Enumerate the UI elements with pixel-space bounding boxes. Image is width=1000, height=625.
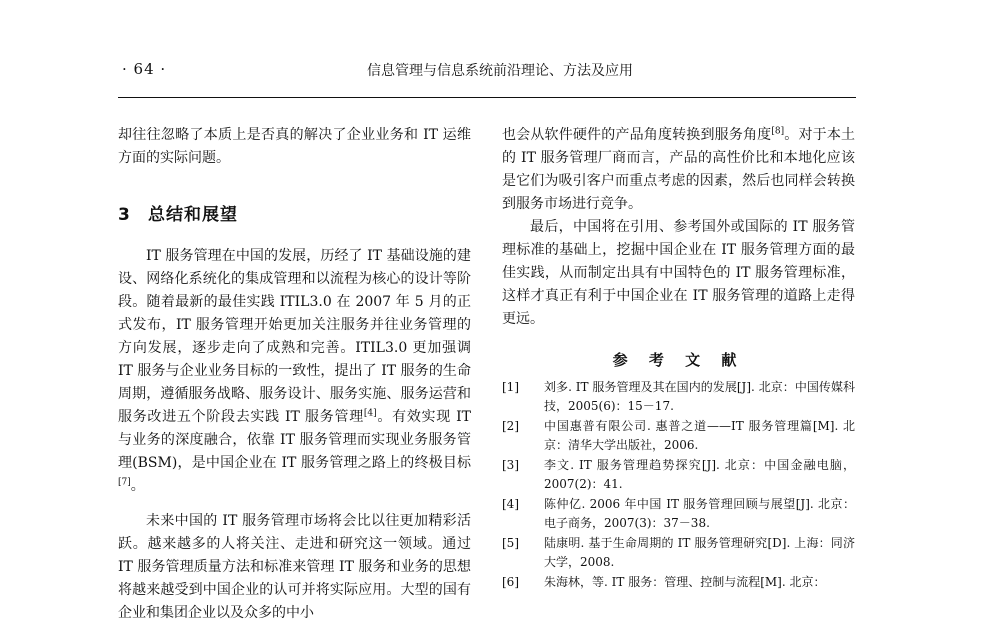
citation-4: [4] xyxy=(363,408,377,419)
reference-text: 陆康明. 基于生命周期的 IT 服务管理研究[D]. 上海：同济大学，2008. xyxy=(544,536,855,569)
reference-number: [3] xyxy=(502,458,519,472)
page-number: · 64 · xyxy=(122,60,167,78)
reference-text: 中国惠普有限公司. 惠普之道——IT 服务管理篇[M]. 北京：清华大学出版社，2006. xyxy=(544,419,855,452)
reference-number: [1] xyxy=(502,380,519,394)
section-heading xyxy=(118,200,471,225)
reference-text: 陈仲亿. 2006 年中国 IT 服务管理回顾与展望[J]. 北京：电子商务，2007(3)：37－38. xyxy=(544,497,855,530)
running-title: 信息管理与信息系统前沿理论、方法及应用 xyxy=(367,63,633,79)
reference-number: [4] xyxy=(502,497,519,511)
reference-item xyxy=(502,417,855,455)
reference-number: [5] xyxy=(502,536,519,550)
summary-text-b: 。有效实现 IT 与业务的深度融合，依靠 IT 服务管理而实现业务服务管理(BSM)，是中国企业在 IT 服务管理之路上的终极目标 xyxy=(118,409,471,471)
reference-number: [6] xyxy=(502,575,519,589)
reference-number: [2] xyxy=(502,419,519,433)
continued-text-a: 也会从软件硬件的产品角度转换到服务角度 xyxy=(502,127,772,143)
section-title: 总结和展望 xyxy=(148,205,238,225)
outlook-paragraph: 未来中国的 IT 服务管理市场将会比以往更加精彩活跃。越来越多的人将关注、走进和研究这一领域。通过 IT 服务管理质量方法和标准来管理 IT 服务和业务的思想将越来越受到中国企业的认可并将实际应用。大型的国有企业和集团企业以及众多的中小 xyxy=(118,513,471,621)
section-number: 3 xyxy=(118,205,131,225)
reference-item xyxy=(502,573,855,592)
summary-paragraph xyxy=(118,245,471,498)
reference-item xyxy=(502,495,855,533)
intro-paragraph: 却往往忽略了本质上是否真的解决了企业业务和 IT 运维方面的实际问题。 xyxy=(118,127,471,166)
reference-text: 朱海林，等. IT 服务：管理、控制与流程[M]. 北京： xyxy=(544,575,826,589)
summary-text-c: 。 xyxy=(130,478,145,494)
continued-paragraph xyxy=(502,124,855,216)
left-column xyxy=(118,124,471,625)
reference-item xyxy=(502,456,855,494)
right-column xyxy=(502,124,855,593)
final-paragraph: 最后，中国将在引用、参考国外或国际的 IT 服务管理标准的基础上，挖掘中国企业在 IT 服务管理方面的最佳实践，从而制定出具有中国特色的 IT 服务管理标准，这样才真正有利于中国企业在 IT 服务管理的道路上走得更远。 xyxy=(502,219,855,327)
reference-list xyxy=(502,378,855,592)
continued-text-b: 。对于本土的 IT 服务管理厂商而言，产品的高性价比和本地化应该是它们为吸引客户而重点考虑的因素，然后也同样会转换到服务市场进行竞争。 xyxy=(502,127,856,212)
reference-text: 刘多. IT 服务管理及其在国内的发展[J]. 北京：中国传媒科技，2005(6)：15－17. xyxy=(544,380,855,413)
summary-text-a: IT 服务管理在中国的发展，历经了 IT 基础设施的建设、网络化系统化的集成管理和以流程为核心的设计等阶段。随着最新的最佳实践 ITIL3.0 在 2007 年 5 月的正式发布，IT 服务管理开始更加关注服务并往业务管理的方向发展，逐步走向了成熟和完善。ITIL3.0 更加强调 IT 服务与企业业务目标的一致性，提出了 IT 服务的生命周期，遵循服务战略、服务设计、服务实施、服务运营和服务改进五个阶段去实践 IT 服务管理 xyxy=(118,248,471,425)
header-rule xyxy=(118,97,856,98)
reference-text: 李文. IT 服务管理趋势探究[J]. 北京：中国金融电脑，2007(2)：41. xyxy=(544,458,855,491)
reference-item xyxy=(502,534,855,572)
references-title: 参 考 文 献 xyxy=(612,351,745,369)
citation-7: [7] xyxy=(118,477,131,488)
reference-item xyxy=(502,378,855,416)
citation-8: [8] xyxy=(771,126,785,137)
